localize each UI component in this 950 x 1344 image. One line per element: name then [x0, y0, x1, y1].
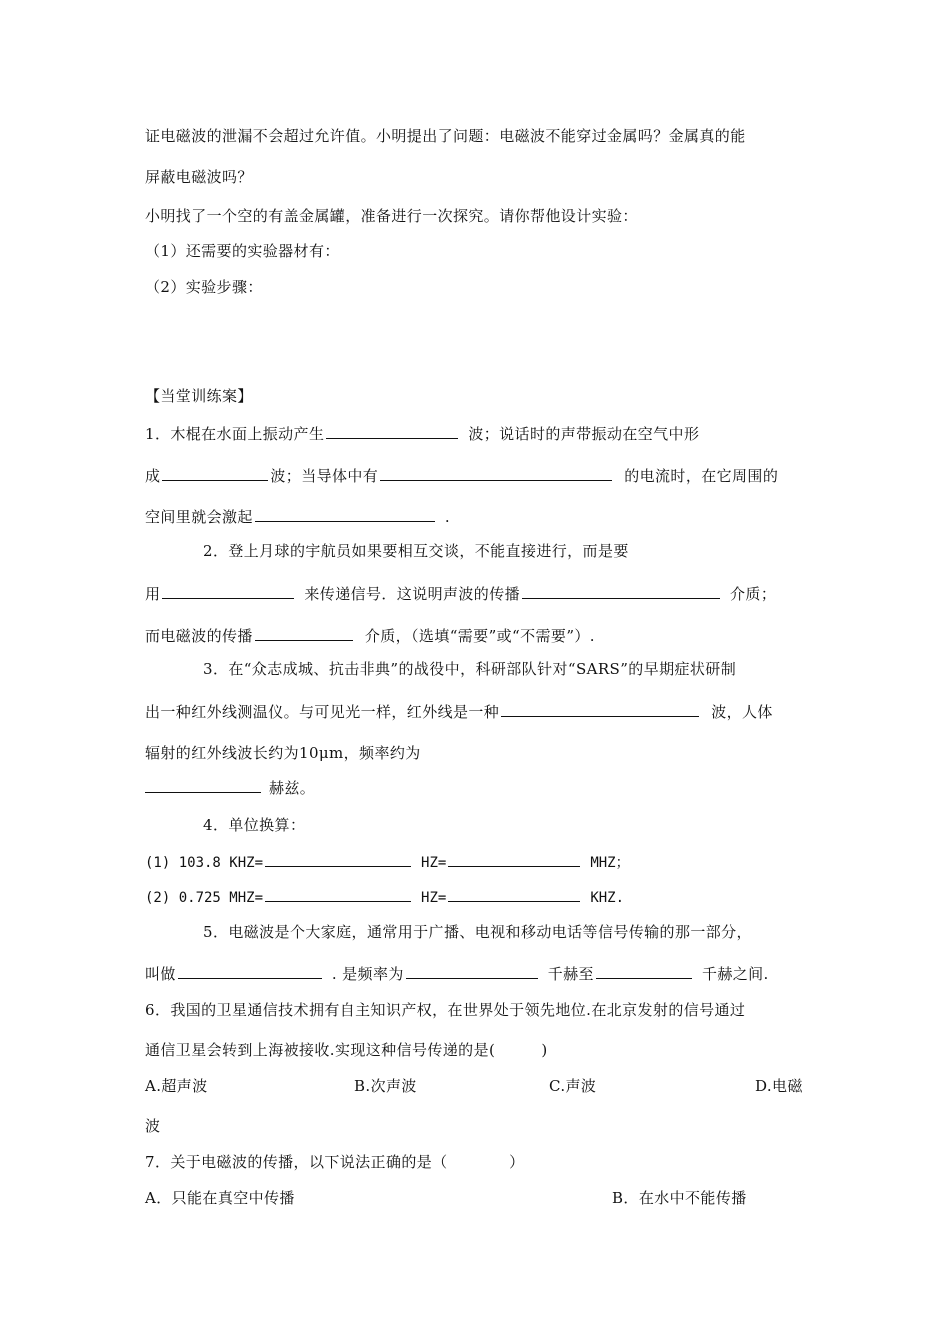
problem-1-text-b: 波；说话时的声带振动在空气中形: [468, 425, 700, 443]
problem-1-text-g: .: [444, 508, 450, 526]
problem-4-row-1-a: (1) 103.8 KHZ=: [145, 855, 264, 871]
problem-7-option-a[interactable]: A．只能在真空中传播: [145, 1189, 295, 1207]
problem-3-line-2: [145, 701, 773, 722]
problem-6-line-1: 6．我国的卫星通信技术拥有自主知识产权，在世界处于领先地位.在北京发射的信号通过: [145, 1001, 746, 1019]
intro-line-2: 屏蔽电磁波吗？: [145, 168, 253, 186]
problem-5-text-c: . 是频率为: [331, 965, 404, 983]
problem-6-option-c[interactable]: C.声波: [549, 1077, 597, 1095]
problem-4-row-2-b: HZ=: [421, 890, 447, 906]
answer-blank[interactable]: [448, 851, 580, 867]
problem-7-option-b[interactable]: B．在水中不能传播: [612, 1189, 747, 1207]
problem-2-text-e: 而电磁波的传播: [145, 627, 253, 645]
problem-2-text-b: 用: [145, 585, 161, 603]
problem-5-text-e: 千赫之间.: [701, 965, 769, 983]
problem-1-text-f: 空间里就会激起: [145, 508, 253, 526]
problem-7-line-1: 7．关于电磁波的传播，以下说法正确的是（ ）: [145, 1153, 525, 1171]
problem-2-text-c: 来传递信号．这说明声波的传播: [304, 585, 521, 603]
problem-3-text-c: 波，人体: [711, 703, 773, 721]
problem-6-option-a[interactable]: A.超声波: [145, 1077, 208, 1095]
problem-3-line-1: 3．在“众志成城、抗击非典”的战役中，科研部队针对“SARS”的早期症状研制: [203, 660, 737, 678]
answer-blank[interactable]: [265, 886, 411, 902]
problem-4-row-2-a: (2) 0.725 MHZ=: [145, 890, 264, 906]
problem-3-line-4: [145, 777, 315, 798]
answer-blank[interactable]: [406, 963, 538, 979]
intro-question-1: （1）还需要的实验器材有：: [145, 242, 340, 260]
problem-1-text-d: 波；当导体中有: [270, 467, 379, 485]
answer-blank[interactable]: [265, 851, 411, 867]
answer-blank[interactable]: [255, 625, 353, 641]
answer-blank[interactable]: [380, 465, 612, 481]
problem-4-row-1-b: HZ=: [421, 855, 447, 871]
problem-3-line-3: 辐射的红外线波长约为10μm，频率约为: [145, 744, 421, 762]
problem-3-text-b: 出一种红外线测温仪。与可见光一样，红外线是一种: [145, 703, 500, 721]
answer-blank[interactable]: [522, 583, 720, 599]
problem-6-option-d-wrap: 波: [145, 1117, 161, 1135]
problem-5-line-2: [145, 963, 769, 984]
answer-blank[interactable]: [326, 423, 458, 439]
problem-5-line-1: 5．电磁波是个大家庭，通常用于广播、电视和移动电话等信号传输的那一部分，: [203, 923, 752, 941]
problem-2-text-f: 介质，（选填“需要”或“不需要”）.: [364, 627, 595, 645]
problem-1-line-1: [145, 423, 699, 444]
answer-blank[interactable]: [448, 886, 580, 902]
answer-blank[interactable]: [162, 465, 268, 481]
intro-line-1: 证电磁波的泄漏不会超过允许值。小明提出了问题：电磁波不能穿过金属吗？金属真的能: [145, 127, 746, 145]
problem-4-row-2-c: KHZ.: [590, 890, 625, 906]
problem-2-line-2: [145, 583, 776, 604]
problem-1-text-a: 1．木棍在水面上振动产生: [145, 425, 325, 443]
problem-6-option-b[interactable]: B.次声波: [354, 1077, 417, 1095]
problem-1-line-3: [145, 506, 450, 527]
problem-1-text-e: 的电流时，在它周围的: [624, 467, 779, 485]
intro-line-3: 小明找了一个空的有盖金属罐，准备进行一次探究。请你帮他设计实验：: [145, 207, 638, 225]
section-title: 【当堂训练案】: [145, 387, 253, 405]
problem-5-text-d: 千赫至: [547, 965, 594, 983]
answer-blank[interactable]: [596, 963, 692, 979]
answer-blank[interactable]: [501, 701, 699, 717]
problem-1-text-c: 成: [145, 467, 161, 485]
answer-blank[interactable]: [145, 777, 261, 793]
problem-4-row-2: [145, 886, 624, 908]
problem-4-row-1: [145, 851, 630, 873]
problem-6-option-d[interactable]: D.电磁: [755, 1077, 803, 1095]
problem-2-text-d: 介质；: [730, 585, 777, 603]
problem-2-line-1: 2．登上月球的宇航员如果要相互交谈，不能直接进行，而是要: [203, 542, 629, 560]
problem-5-text-b: 叫做: [145, 965, 176, 983]
problem-6-line-2: 通信卫星会转到上海被接收.实现这种信号传递的是( ): [145, 1041, 548, 1059]
intro-question-2: （2）实验步骤：: [145, 278, 263, 296]
problem-4-row-1-c: MHZ；: [590, 855, 630, 871]
problem-1-line-2: [145, 465, 778, 486]
problem-2-line-3: [145, 625, 595, 646]
problem-4-title: 4．单位换算：: [203, 816, 306, 834]
problem-3-text-e: 赫兹。: [269, 779, 316, 797]
answer-blank[interactable]: [178, 963, 322, 979]
answer-blank[interactable]: [255, 506, 435, 522]
answer-blank[interactable]: [162, 583, 294, 599]
